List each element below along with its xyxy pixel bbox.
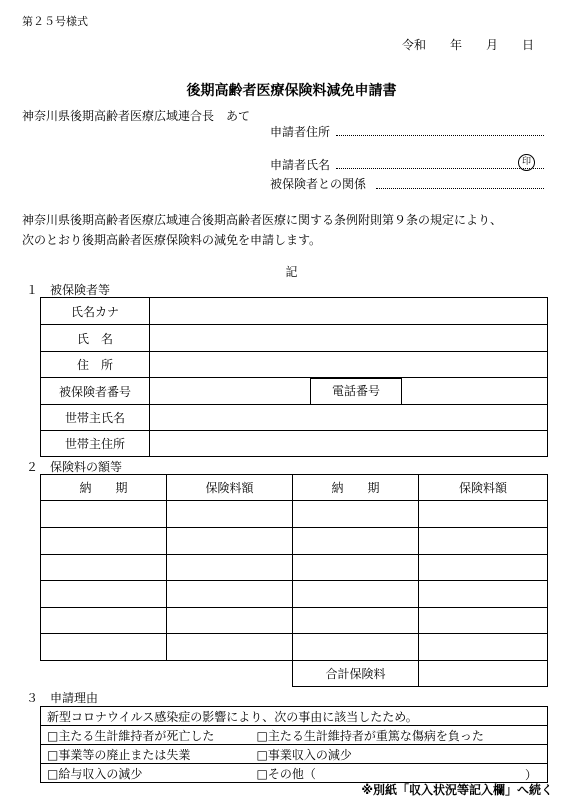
kana-field[interactable] (150, 298, 548, 325)
table-cell[interactable] (293, 501, 419, 528)
intro-line-1: 神奈川県後期高齢者医療広域連合後期高齢者医療に関する条例附則第９条の規定により、 (22, 213, 503, 227)
table-cell[interactable] (419, 555, 548, 581)
address-field[interactable] (150, 352, 548, 378)
phone-field[interactable] (400, 378, 548, 405)
applicant-relation-line[interactable] (376, 188, 544, 189)
amount-header-1: 保険料額 (167, 475, 293, 501)
table-cell[interactable] (293, 528, 419, 555)
table-cell[interactable] (419, 528, 548, 555)
table-cell[interactable] (293, 581, 419, 608)
section2-heading: ２ 保険料の額等 (26, 460, 123, 474)
table-cell[interactable] (293, 555, 419, 581)
table-cell[interactable] (167, 528, 293, 555)
table-cell[interactable] (293, 608, 419, 634)
empty-cell (41, 661, 167, 687)
applicant-name-label: 申請者氏名 (270, 158, 331, 172)
table-cell[interactable] (41, 581, 167, 608)
table-cell[interactable] (419, 501, 548, 528)
householder-name-label: 世帯主氏名 (41, 405, 150, 431)
page-title: 後期高齢者医療保険料減免申請書 (186, 83, 397, 99)
table-cell[interactable] (41, 555, 167, 581)
footer-note: ※別紙「収入状況等記入欄」へ続く (361, 783, 553, 797)
table-cell[interactable] (41, 528, 167, 555)
period-header-2: 納 期 (293, 475, 419, 501)
total-field[interactable] (419, 661, 548, 687)
table-cell[interactable] (41, 608, 167, 634)
table-cell[interactable] (167, 581, 293, 608)
intro-line-2: 次のとおり後期高齢者医療保険料の減免を申請します。 (22, 233, 322, 247)
applicant-address-line[interactable] (336, 135, 544, 136)
householder-address-label: 世帯主住所 (41, 431, 150, 457)
table-cell[interactable] (41, 501, 167, 528)
table-cell[interactable] (167, 555, 293, 581)
kana-label: 氏名カナ (41, 298, 150, 325)
applicant-address-label: 申請者住所 (270, 125, 331, 139)
reason-table (40, 706, 548, 783)
table-cell[interactable] (41, 634, 167, 661)
reason-option-closure[interactable]: □事業等の廃止または失業 (41, 745, 251, 764)
table-cell[interactable] (419, 634, 548, 661)
ki-heading: 記 (285, 265, 298, 279)
reason-option-other-label: □その他（ (256, 766, 316, 781)
reason-option-salary[interactable]: □給与収入の減少 (41, 764, 251, 783)
form-number: 第２５号様式 (22, 15, 88, 28)
reason-option-other-close: ） (524, 768, 537, 782)
reason-option-other[interactable] (251, 764, 548, 783)
section1-heading: １ 被保険者等 (26, 283, 111, 297)
reason-option-illness[interactable]: □主たる生計維持者が重篤な傷病を負った (251, 726, 548, 745)
seal-mark: 印 (518, 154, 535, 171)
premium-table (40, 474, 548, 687)
householder-name-field[interactable] (150, 405, 548, 431)
addressee: 神奈川県後期高齢者医療広域連合長 あて (22, 109, 251, 123)
period-header-1: 納 期 (41, 475, 167, 501)
table-cell[interactable] (419, 581, 548, 608)
table-cell[interactable] (419, 608, 548, 634)
reason-lead: 新型コロナウイルス感染症の影響により、次の事由に該当したため。 (41, 707, 548, 726)
empty-cell (167, 661, 293, 687)
reason-option-business-income[interactable]: □事業収入の減少 (251, 745, 548, 764)
phone-label: 電話番号 (310, 378, 402, 405)
reason-option-death[interactable]: □主たる生計維持者が死亡した (41, 726, 251, 745)
date-line: 令和 年 月 日 (402, 38, 535, 52)
insured-table (40, 297, 548, 457)
table-cell[interactable] (167, 634, 293, 661)
name-field[interactable] (150, 325, 548, 352)
section3-heading: ３ 申請理由 (26, 691, 99, 705)
address-label: 住 所 (41, 352, 150, 378)
insured-number-label: 被保険者番号 (41, 378, 150, 405)
amount-header-2: 保険料額 (419, 475, 548, 501)
total-label: 合計保険料 (293, 661, 419, 687)
applicant-relation-label: 被保険者との関係 (270, 177, 367, 191)
table-cell[interactable] (293, 634, 419, 661)
name-label: 氏 名 (41, 325, 150, 352)
table-cell[interactable] (167, 501, 293, 528)
householder-address-field[interactable] (150, 431, 548, 457)
applicant-name-line[interactable] (336, 168, 544, 169)
table-cell[interactable] (167, 608, 293, 634)
